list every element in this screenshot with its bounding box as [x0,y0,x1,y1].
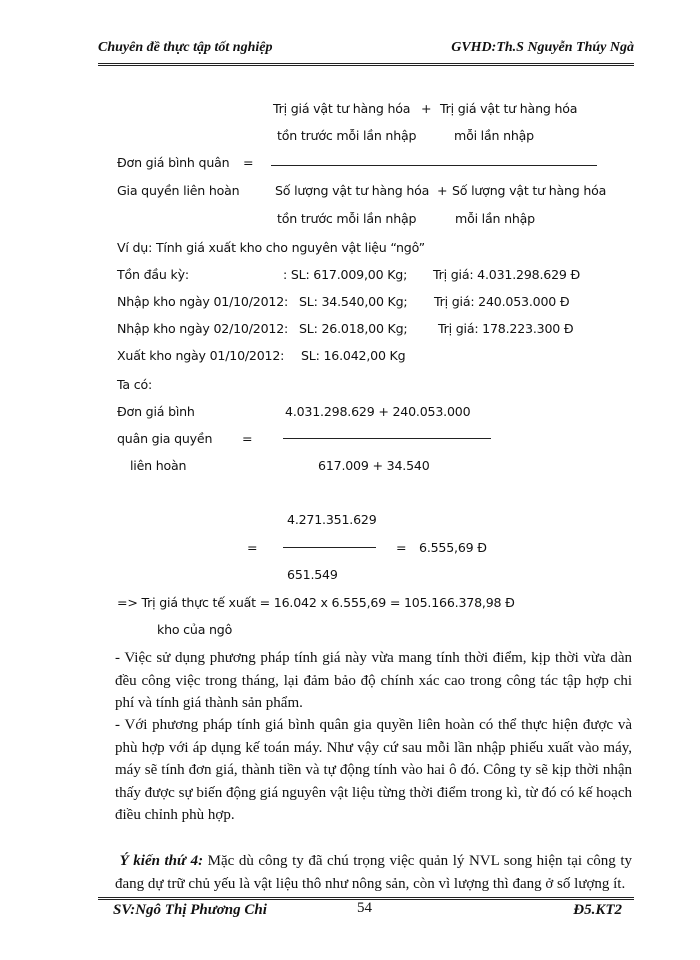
header-rule [98,63,634,66]
formula-fraction-bar [271,165,597,166]
footer-left: SV:Ngô Thị Phương Chi [113,902,267,918]
formula-label-2: Gia quyền liên hoàn [117,183,240,198]
calc-final-line: => Trị giá thực tế xuất = 16.042 x 6.555,69 = 105.166.378,98 Đ [117,595,515,610]
calc-final-sub: kho của ngô [157,622,233,637]
calc-result: 6.555,69 Đ [419,540,487,555]
opinion-text: Mặc dù công ty đã chú trọng việc quản lý NVL song hiện tại công ty đang dự trữ chủ yếu là vật liệu thô như nông sản, còn vì lượng thì đang ở số lượng ít. [115,853,633,892]
header-left: Chuyên đề thực tập tốt nghiệp [98,40,273,55]
opinion-label: Ý kiến thứ 4: [119,853,204,869]
formula-den-plus: + [437,183,448,198]
page-number: 54 [357,900,372,916]
example-row-qty: : SL: 617.009,00 Kg; [283,267,408,282]
formula-num-plus: + [421,101,432,116]
formula-den-b-1: Số lượng vật tư hàng hóa [452,183,607,198]
example-row-value: Trị giá: 178.223.300 Đ [438,321,574,336]
example-row-value: Trị giá: 4.031.298.629 Đ [433,267,581,282]
calc-numerator: 4.031.298.629 + 240.053.000 [285,404,471,419]
example-row-label: Nhập kho ngày 02/10/2012: [117,321,289,336]
calc-equals-2: = [247,540,258,555]
ta-co: Ta có: [117,377,152,392]
calc-label-1: Đơn giá bình [117,404,195,419]
calc-fraction-bar-2 [283,547,376,548]
example-row-label: Nhập kho ngày 01/10/2012: [117,294,289,309]
calc-equals: = [242,431,253,446]
calc-numerator-2: 4.271.351.629 [287,512,377,527]
formula-den-a-2: tồn trước mỗi lần nhập [277,211,417,226]
example-row-qty: SL: 26.018,00 Kg; [299,321,408,336]
formula-label-1: Đơn giá bình quân [117,155,230,170]
formula-den-b-2: mỗi lần nhập [455,211,535,226]
example-row-qty: SL: 34.540,00 Kg; [299,294,408,309]
opinion-paragraph [115,850,632,895]
paragraph: - Với phương pháp tính giá bình quân gia quyền liên hoàn có thể thực hiện được và phù hợp với áp dụng kế toán máy. Như vậy cứ sau mỗi lần nhập phiếu xuất vào máy, máy sẽ tính đơn giá, thành tiền và tự động tính vào hai ô đó. Công ty sẽ kịp thời nhận thấy được sự biến động giá nguyên vật liệu từng thời điểm trong kì, từ đó có kế hoạch điều chỉnh phù hợp. [115,717,632,823]
example-row-qty: SL: 16.042,00 Kg [301,348,406,363]
calc-fraction-bar [283,438,491,439]
calc-label-3: liên hoàn [130,458,187,473]
example-row-label: Tồn đầu kỳ: [117,267,189,282]
example-row-value: Trị giá: 240.053.000 Đ [434,294,570,309]
footer-right: Đ5.KT2 [573,902,622,918]
calc-result-equals: = [396,540,407,555]
example-row-label: Xuất kho ngày 01/10/2012: [117,348,285,363]
calc-denominator: 617.009 + 34.540 [318,458,430,473]
calc-denominator-2: 651.549 [287,567,338,582]
formula-equals: = [243,155,254,170]
calc-label-2: quân gia quyền [117,431,213,446]
formula-num-a-1: Trị giá vật tư hàng hóa [273,101,411,116]
example-title: Ví dụ: Tính giá xuất kho cho nguyên vật liệu “ngô” [117,240,425,255]
formula-num-b-2: mỗi lần nhập [454,128,534,143]
header-right: GVHD:Th.S Nguyễn Thúy Ngà [451,40,634,55]
formula-num-b-1: Trị giá vật tư hàng hóa [440,101,578,116]
formula-num-a-2: tồn trước mỗi lần nhập [277,128,417,143]
paragraph: - Việc sử dụng phương pháp tính giá này vừa mang tính thời điểm, kịp thời vừa dàn đều công việc trong tháng, lại đảm bảo độ chính xác cao trong công tác tập hợp chi phí và tính giá thành sản phẩm. [115,650,632,711]
formula-den-a-1: Số lượng vật tư hàng hóa [275,183,430,198]
